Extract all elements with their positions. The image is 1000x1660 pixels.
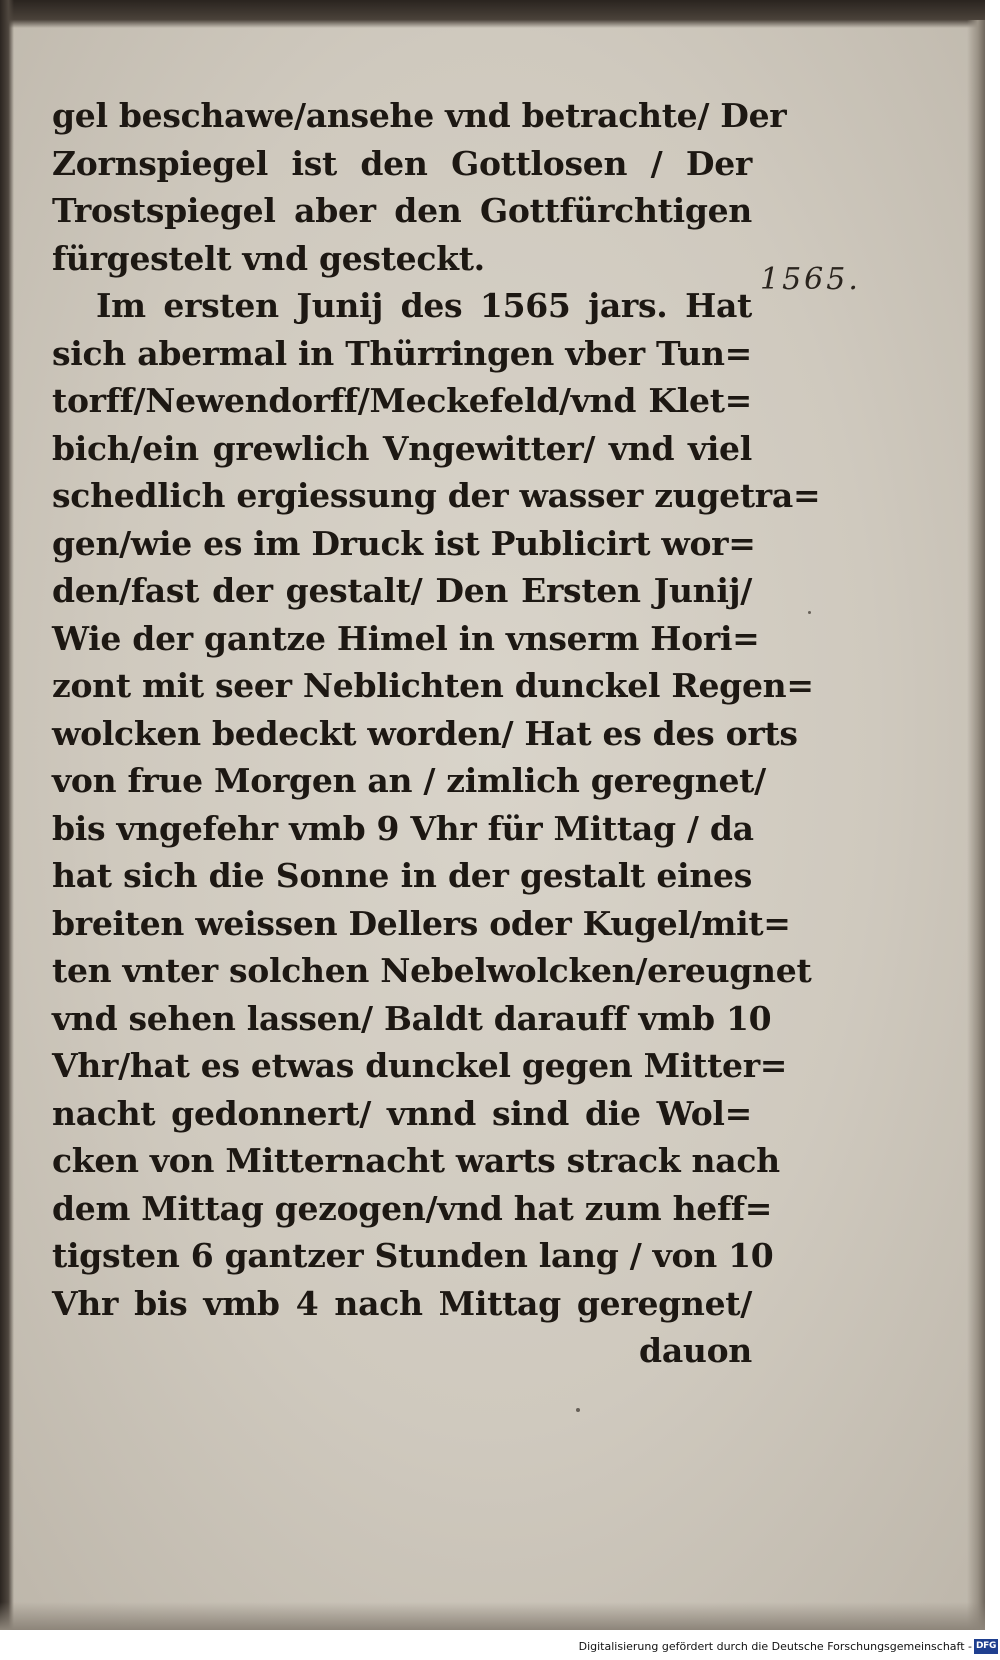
page-binding-shadow xyxy=(0,0,14,1630)
text-line: breiten weissen Dellers oder Kugel/mit= xyxy=(52,903,791,943)
paper-speck xyxy=(808,611,811,614)
text-line: bis vngefehr vmb 9 Vhr für Mittag / da xyxy=(52,808,754,848)
text-line: dem Mittag gezogen/vnd hat zum heff= xyxy=(52,1188,773,1228)
page-bottom-edge xyxy=(0,1602,985,1630)
margin-note-year: 1565. xyxy=(760,262,861,297)
dfg-logo[interactable]: DFG xyxy=(974,1639,998,1654)
page-top-shadow xyxy=(0,0,985,28)
text-line: von frue Morgen an / zimlich geregnet/ xyxy=(52,761,766,800)
text-line: gen/wie es im Druck ist Publicirt wor= xyxy=(52,523,756,563)
text-line: Vhr bis vmb 4 nach Mittag geregnet/ xyxy=(52,1283,752,1323)
text-line: ten vnter solchen Nebelwolcken/ereugnet xyxy=(52,951,812,990)
text-line: zont mit seer Neblichten dunckel Regen= xyxy=(52,666,814,705)
paper-speck xyxy=(576,1408,580,1412)
page-right-edge xyxy=(967,20,985,1630)
text-line: Im ersten Junij des 1565 jars. Hat xyxy=(96,286,752,325)
text-line: wolcken bedeckt worden/ Hat es des orts xyxy=(52,713,798,753)
catchword: dauon xyxy=(639,1331,752,1370)
text-line: Wie der gantze Himel in vnserm Hori= xyxy=(52,618,760,658)
text-line: torff/Newendorff/Meckefeld/vnd Klet= xyxy=(52,381,752,420)
text-line: Trostspiegel aber den Gottfürchtigen xyxy=(52,191,752,230)
text-line: fürgestelt vnd gesteckt. xyxy=(52,238,485,278)
page-text xyxy=(52,92,821,1375)
text-line: cken von Mitternacht warts strack nach xyxy=(52,1141,780,1180)
text-line: hat sich die Sonne in der gestalt eines xyxy=(52,856,752,895)
text-line: nacht gedonnert/ vnnd sind die Wol= xyxy=(52,1093,752,1133)
text-line: bich/ein grewlich Vngewitter/ vnd viel xyxy=(52,428,752,468)
text-line: tigsten 6 gantzer Stunden lang / von 10 xyxy=(52,1236,774,1275)
text-line: den/fast der gestalt/ Den Ersten Junij/ xyxy=(52,571,752,610)
footer-bar xyxy=(0,1636,1000,1660)
funding-credit: Digitalisierung gefördert durch die Deutsche Forschungsgemeinschaft - xyxy=(578,1640,972,1653)
text-line: schedlich ergiessung der wasser zugetra= xyxy=(52,476,821,515)
text-line: gel beschawe/ansehe vnd betrachte/ Der xyxy=(52,96,787,135)
text-line: sich abermal in Thürringen vber Tun= xyxy=(52,333,752,373)
text-line: Zornspiegel ist den Gottlosen / Der xyxy=(52,143,752,183)
text-line: vnd sehen lassen/ Baldt darauff vmb 10 xyxy=(52,998,772,1038)
text-line: Vhr/hat es etwas dunckel gegen Mitter= xyxy=(52,1046,788,1085)
